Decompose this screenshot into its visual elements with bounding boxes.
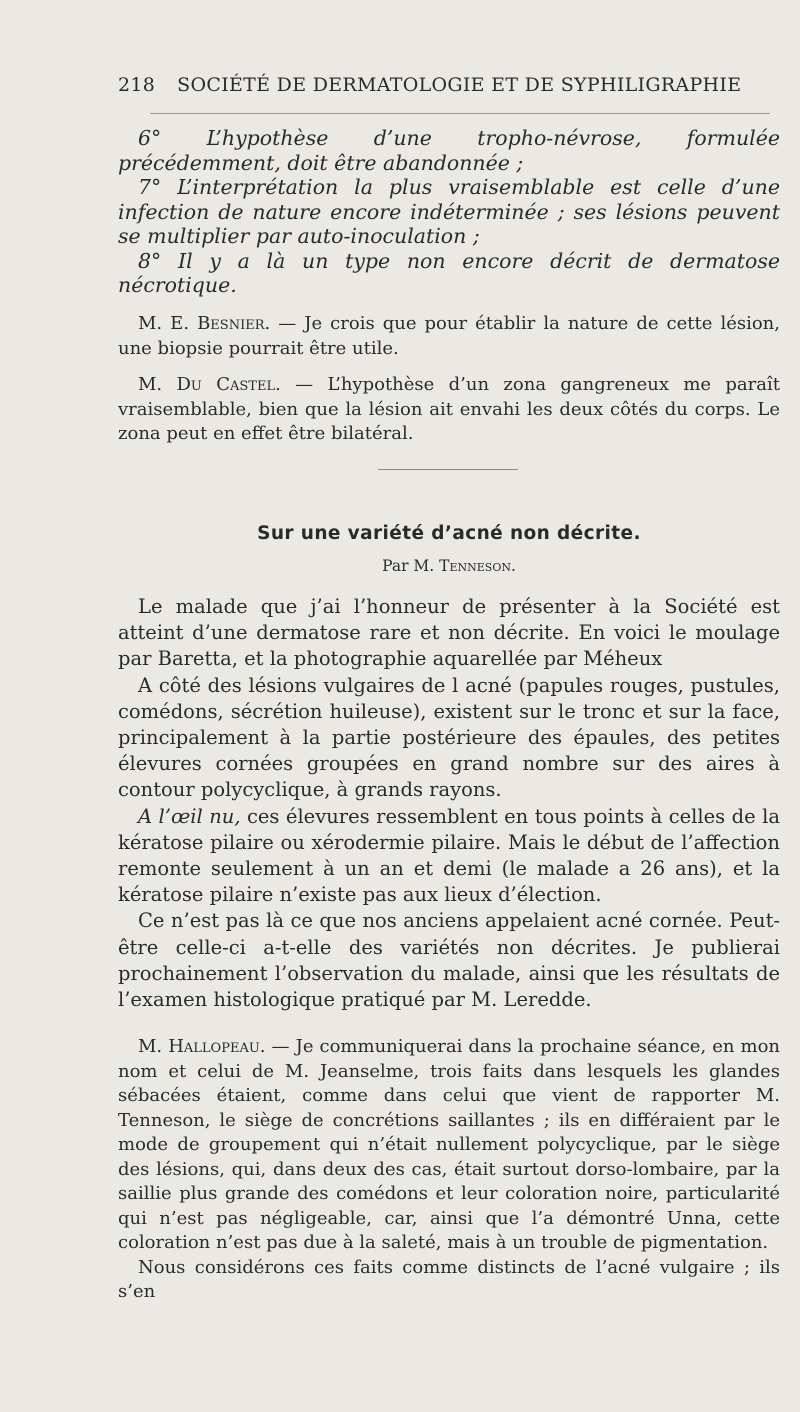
du-castel-remark — [118, 373, 780, 447]
running-title: SOCIÉTÉ DE DERMATOLOGIE ET DE SYPHILIGRAPHIE — [177, 74, 742, 96]
hallopeau-text: — Je communiquerai dans la prochaine séance, en mon nom et celui de M. Jeanselme, trois faits dans lesquels les glandes sébacées étaient, comme dans celui que vient de rapporter M. Tenneson, le siège de concrétions saillantes ; ils en différaient par le mode de groupement qui n’était nullement polycyclique, par le siège des lésions, qui, dans deux des cas, était surtout dorso-lombaire, par la saillie plus grande des comédons et leur coloration noire, particularité qui n’est pas négligeable, car, ainsi que l’a démontré Unna, cette coloration n’est pas due à la saleté, mais à un trouble de pigmentation. — [118, 1036, 781, 1253]
article-paragraph-4: Ce n’est pas là ce que nos anciens appelaient acné cornée. Peut-être celle-ci a-t-elle des variétés non décrites. Je publierai prochainement l’observation du malade, ainsi que les résultats de l’examen histologique pratiqué par M. Leredde. — [118, 909, 780, 1012]
article-paragraph-1: Le malade que j’ai l’honneur de présenter à la Société est atteint d’une dermatose rare et non décrite. En voici le moulage par Baretta, et la photographie aquarellée par Méheux — [118, 595, 780, 671]
article-paragraph-2: A côté des lésions vulgaires de l acné (papules rouges, pustules, comédons, sécrétion huileuse), existent sur le tronc et sur la face, principalement à la partie postérieure des épaules, des petites élevures cornées groupées en grand nombre sur des aires à contour polycyclique, à grands rayons. — [118, 673, 780, 802]
besnier-remark — [118, 312, 780, 361]
conclusion-7: 7° L’interprétation la plus vraisemblable est celle d’une infection de nature encore indéterminée ; ses lésions peuvent se multiplier par auto-inoculation ; — [118, 175, 780, 248]
byline-prefix: Par M. — [382, 557, 440, 575]
article-body — [118, 594, 780, 1013]
besnier-text: — Je crois que pour établir la nature de cette lésion, une biopsie pourrait être utile. — [118, 313, 780, 359]
page-number: 218 — [118, 74, 156, 96]
hallopeau-last-line: Nous considérons ces faits comme distincts de l’acné vulgaire ; ils s’en — [118, 1256, 780, 1302]
header-rule — [150, 113, 770, 114]
speaker-hallopeau: M. Hallopeau. — [138, 1036, 266, 1057]
article-byline — [118, 557, 780, 575]
speaker-besnier: M. E. Besnier. — [138, 313, 271, 334]
byline-author: Tenneson. — [439, 557, 516, 575]
section-separator — [378, 469, 518, 470]
conclusion-6: 6° L’hypothèse d’une tropho-névrose, formulée précédemment, doit être abandonnée ; — [118, 126, 780, 175]
paragraph-3-text: ces élevures ressemblent en tous points à celles de la kératose pilaire ou xérodermie pilaire. Mais le début de l’affection remonte seulement à un an et demi (le malade a 26 ans), et la kératose pilaire n’existe pas aux lieux d’élection. — [118, 804, 780, 907]
du-castel-text: — L’hypothèse d’un zona gangreneux me paraît vraisemblable, bien que la lésion ait envahi les deux côtés du corps. Le zona peut en effet être bilatéral. — [118, 374, 780, 444]
speaker-du-castel: M. Du Castel. — [138, 374, 281, 395]
paragraph-3-italic: A l’œil nu, — [138, 804, 241, 828]
article-title: Sur une variété d’acné non décrite. — [257, 523, 641, 544]
article-paragraph-3 — [118, 804, 780, 909]
running-header — [118, 74, 780, 96]
conclusions-list — [118, 126, 780, 298]
hallopeau-remark — [118, 1035, 780, 1305]
conclusion-8: 8° Il y a là un type non encore décrit de dermatose nécrotique. — [118, 248, 780, 297]
